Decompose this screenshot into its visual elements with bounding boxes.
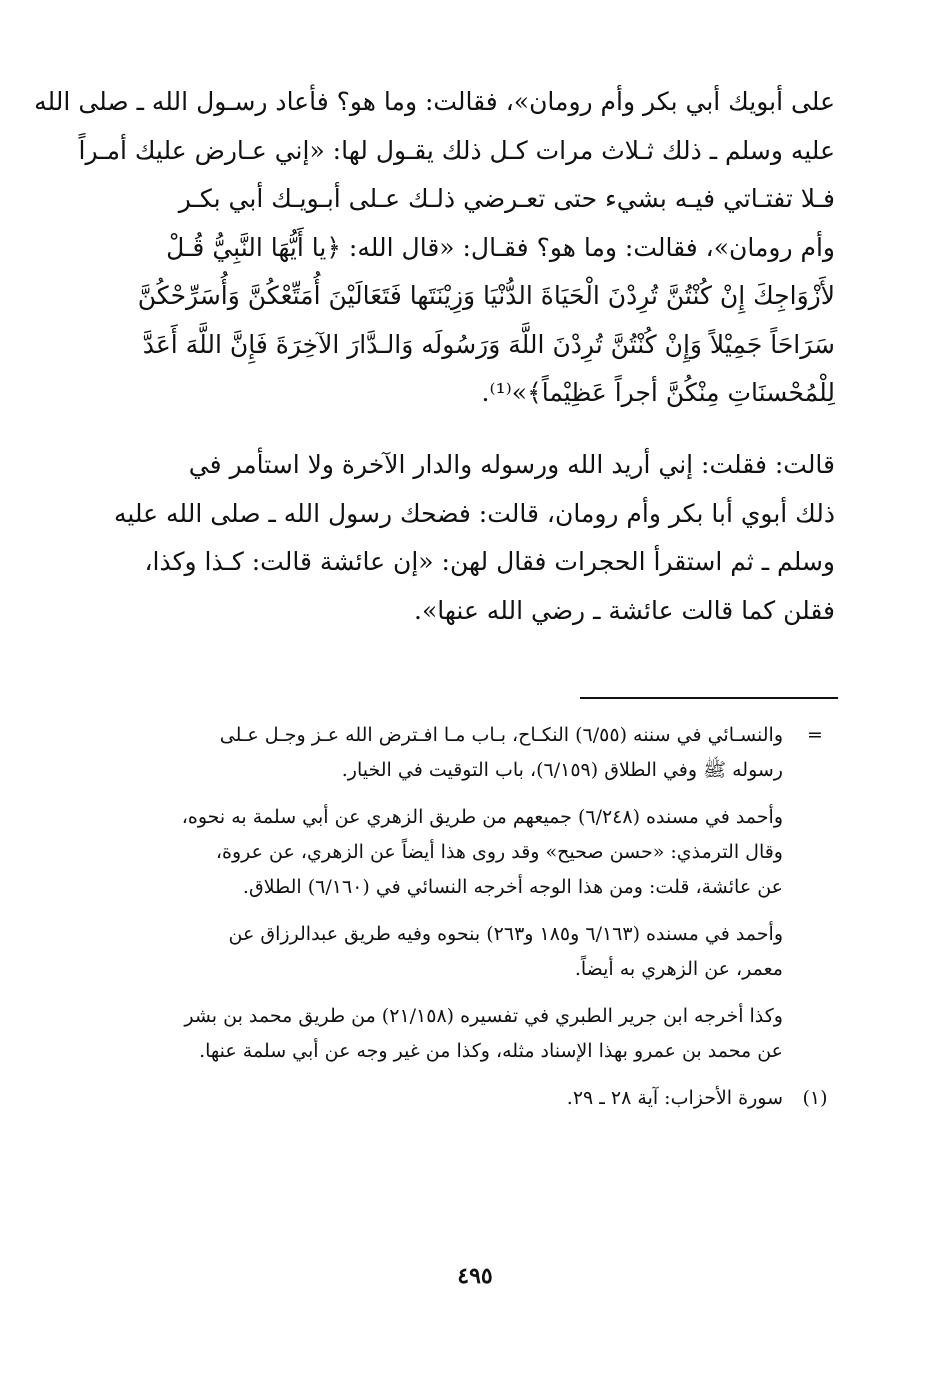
footnote-1 (130, 1081, 835, 1116)
footnote-paragraph (130, 800, 835, 905)
text-line: ذلك أبوي أبا بكر وأم رومان، قالت: فضحك رسول الله ـ صلى الله عليه (113, 498, 835, 528)
text-line: وأم رومان»، فقالت: وما هو؟ فقـال: «قال الله: ﴿يا أَيُّهَا النَّبِيُّ قُـلْ (166, 232, 835, 262)
footnote-line: عن عائشة، قلت: ومن هذا الوجه أخرجه النسائي في (٦/١٦٠) الطلاق. (242, 876, 783, 898)
text-line: لِلْمُحْسنَاتِ مِنْكُنَّ أجراً عَظِيْماً﴾»⁽¹⁾. (481, 378, 835, 407)
text-line: سَرَاحَاً جَمِيْلاً وَإِنْ كُنْتُنَّ تُرِدْنَ اللَّهَ وَرَسُولَه وَالـدَّارَ الآخِرَةَ فَإِنَّ اللَّهَ أَعَدَّ (142, 329, 835, 359)
footnote-line: وأحمد في مسنده (٦/١٦٣ و١٨٥ و٢٦٣) بنحوه وفيه طريق عبدالرزاق عن (228, 923, 783, 945)
footnote-line: وأحمد في مسنده (٦/٢٤٨) جميعهم من طريق الزهري عن أبي سلمة به نحوه، (181, 806, 783, 828)
footnote-line: معمر، عن الزهري به أيضاً. (574, 958, 783, 980)
footnote-line: عن محمد بن عمرو بهذا الإسناد مثله، وكذا من غير وجه عن أبي سلمة عنها. (199, 1040, 783, 1062)
footnote-line: والنسـائي في سننه (٦/٥٥) النكـاح، بـاب مـا افـترض الله عـز وجـل عـلى (219, 724, 783, 746)
text-line: لأَزْوَاجِكَ إِنْ كُنْتُنَّ تُرِدْنَ الْحَيَاةَ الدُّنْيَا وَزِيْنَتَها فَتَعَالَيْنَ أُمَتِّعْكُنَّ وَأُسَرِّحْكُنَّ (137, 281, 835, 310)
text-line: فـلا تفتـاتي فيـه بشيء حتى تعـرضي ذلـك عـلى أبـويـك أبي بكـر (178, 184, 835, 213)
page-number: ٤٩٥ (457, 1263, 493, 1289)
text-line: عليه وسلم ـ ذلك ثـلاث مرات كـل ذلك يقـول لها: «إني عـارض عليك أمـراً (78, 135, 835, 165)
footnote-paragraph (130, 917, 835, 987)
text-line: على أبويك أبي بكر وأم رومان»، فقالت: وما هو؟ فأعاد رسـول الله ـ صلى الله (34, 87, 835, 116)
footnote-line: وقال الترمذي: «حسن صحيح» وقد روى هذا أيضاً عن الزهري، عن عروة، (215, 841, 783, 863)
footnote-line: رسوله ﷺ وفي الطلاق (٦/١٥٩)، باب التوقيت في الخيار. (341, 759, 783, 781)
main-paragraph-2 (113, 441, 835, 635)
footnote-number: (١) (802, 1087, 828, 1109)
footnote-line: سورة الأحزاب: آية ٢٨ ـ ٢٩. (566, 1087, 783, 1109)
text-line: وسلم ـ ثم استقرأ الحجرات فقال لهن: «إن عائشة قالت: كـذا وكذا، (144, 547, 835, 576)
continuation-marker: = (807, 724, 823, 746)
main-paragraph-1 (34, 78, 835, 418)
text-line: قالت: فقلت: إني أريد الله ورسوله والدار الآخرة ولا استأمر في (188, 450, 835, 479)
footnote-paragraph (130, 999, 835, 1069)
text-line: فقلن كما قالت عائشة ـ رضي الله عنها». (414, 595, 835, 625)
footnote-separator (580, 697, 838, 699)
footnote-line: وكذا أخرجه ابن جرير الطبري في تفسيره (٢١/١٥٨) من طريق محمد بن بشر (184, 1005, 783, 1027)
footnote-continuation (130, 718, 835, 788)
footnotes (130, 718, 835, 1128)
